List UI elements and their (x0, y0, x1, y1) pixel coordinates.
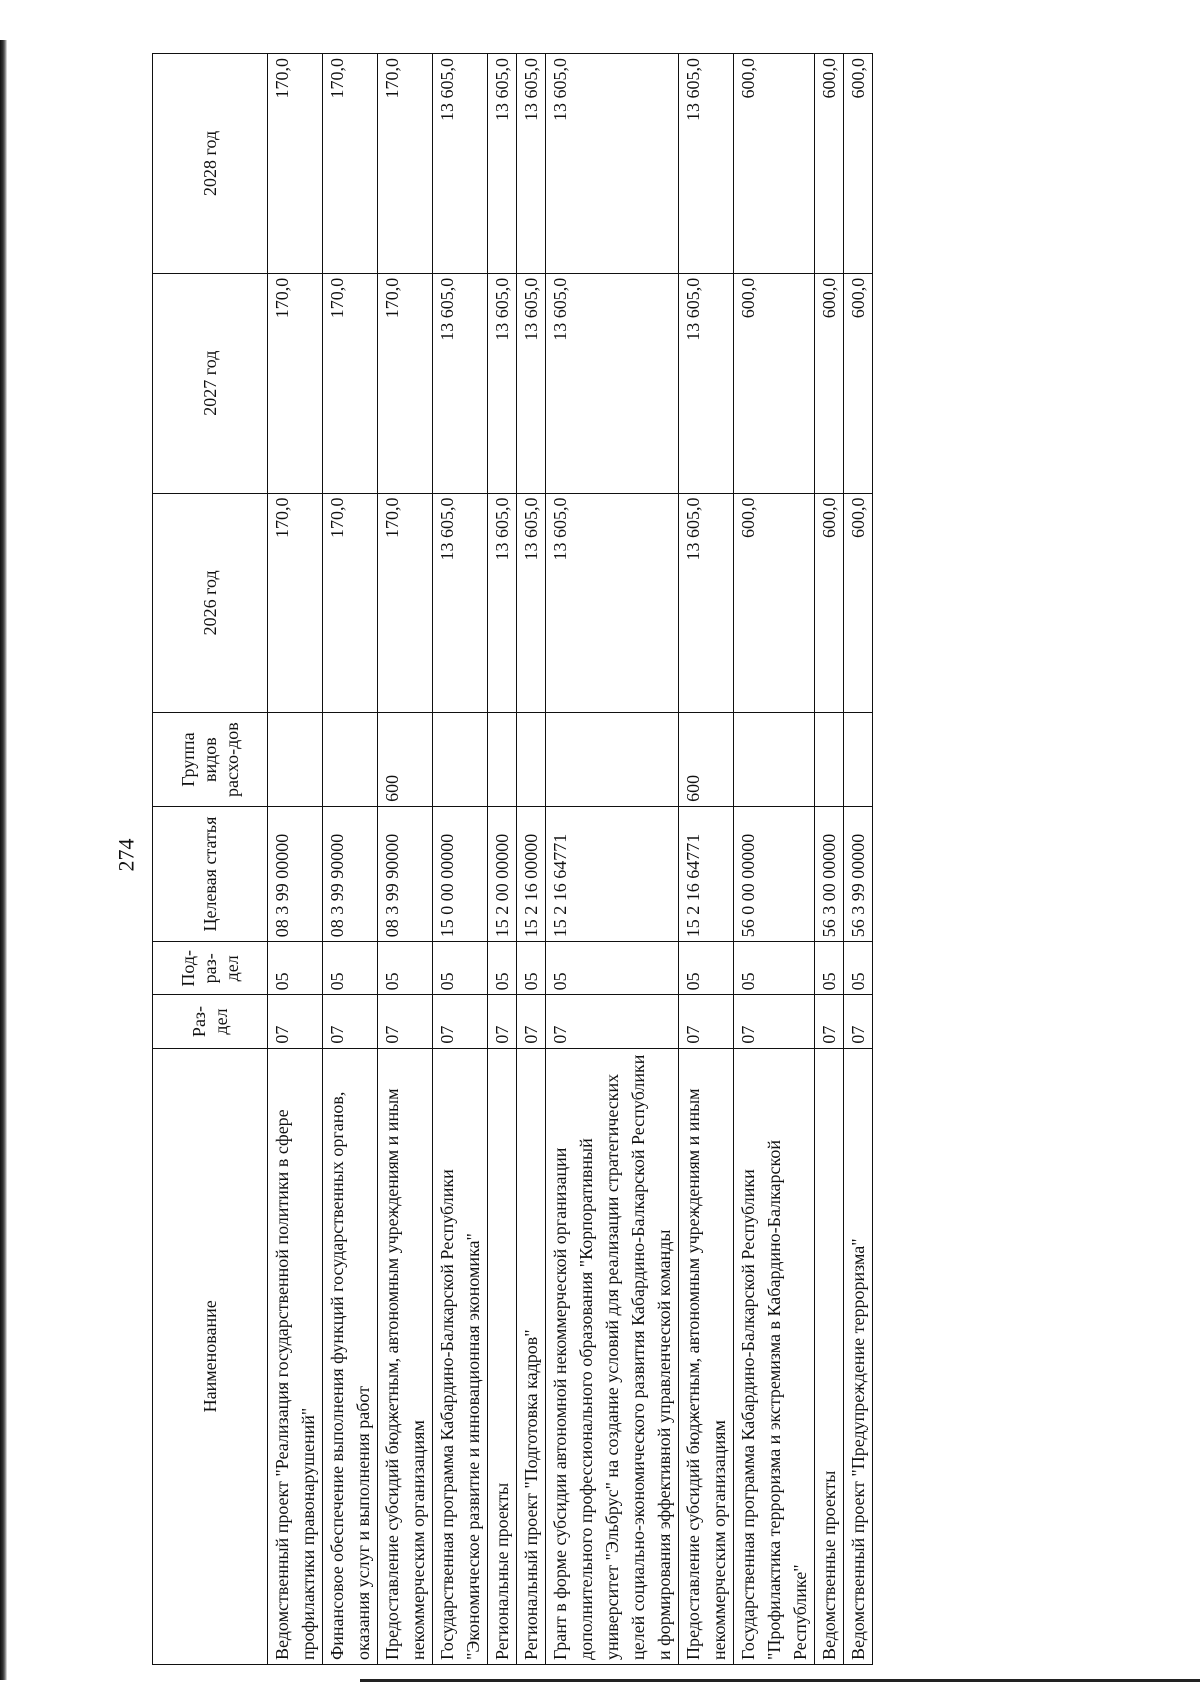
cell-2028: 13 605,0 (546, 54, 679, 274)
cell-csr: 56 3 00 00000 (815, 806, 844, 941)
cell-vr (517, 713, 546, 807)
cell-2028: 600,0 (815, 54, 844, 274)
cell-vr (546, 713, 679, 807)
cell-csr: 08 3 99 90000 (323, 806, 378, 941)
cell-razdel: 07 (844, 995, 873, 1048)
cell-2027: 600,0 (734, 273, 815, 493)
rotated-page (152, 53, 1058, 1665)
cell-podrazdel: 05 (679, 942, 734, 995)
cell-2026: 13 605,0 (546, 493, 679, 713)
cell-name: Грант в форме субсидии автономной некоммерческой организации дополнительного профессионального образования "Корпоративный университет "Эльбрус" на создание условий для реализации стратегических целей социально-экономического развития Кабардино-Балкарской Республики и формирования эффективной управленческой команды (546, 1048, 679, 1664)
cell-razdel: 07 (734, 995, 815, 1048)
budget-table (152, 53, 873, 1665)
page-number: 274 (113, 838, 139, 872)
table-row (815, 54, 844, 1665)
cell-name: Ведомственный проект "Предупреждение терроризма" (844, 1048, 873, 1664)
cell-vr (268, 713, 323, 807)
header-2028: 2028 год (153, 54, 268, 274)
cell-2028: 13 605,0 (433, 54, 488, 274)
cell-razdel: 07 (323, 995, 378, 1048)
scan-edge-left (0, 40, 7, 1680)
cell-2026: 170,0 (378, 493, 433, 713)
header-2026: 2026 год (153, 493, 268, 713)
cell-2026: 13 605,0 (517, 493, 546, 713)
cell-name: Региональные проекты (488, 1048, 517, 1664)
cell-2027: 13 605,0 (517, 273, 546, 493)
cell-2026: 170,0 (323, 493, 378, 713)
header-name: Наименование (153, 1048, 268, 1664)
cell-2027: 13 605,0 (488, 273, 517, 493)
cell-vr (433, 713, 488, 807)
cell-razdel: 07 (815, 995, 844, 1048)
cell-name: Региональный проект "Подготовка кадров" (517, 1048, 546, 1664)
table-row (268, 54, 323, 1665)
cell-2028: 170,0 (268, 54, 323, 274)
cell-vr: 600 (679, 713, 734, 807)
cell-csr: 56 3 99 00000 (844, 806, 873, 941)
cell-podrazdel: 05 (517, 942, 546, 995)
cell-podrazdel: 05 (734, 942, 815, 995)
cell-razdel: 07 (378, 995, 433, 1048)
header-csr: Целевая статья (153, 806, 268, 941)
cell-name: Предоставление субсидий бюджетным, автономным учреждениям и иным некоммерческим организациям (378, 1048, 433, 1664)
cell-2026: 170,0 (268, 493, 323, 713)
header-2027: 2027 год (153, 273, 268, 493)
cell-razdel: 07 (546, 995, 679, 1048)
header-podrazdel: Под-раз-дел (153, 942, 268, 995)
cell-vr: 600 (378, 713, 433, 807)
cell-vr (734, 713, 815, 807)
cell-2028: 170,0 (378, 54, 433, 274)
table-row (844, 54, 873, 1665)
cell-2026: 13 605,0 (488, 493, 517, 713)
table-row (734, 54, 815, 1665)
cell-razdel: 07 (517, 995, 546, 1048)
table-row (517, 54, 546, 1665)
cell-csr: 08 3 99 90000 (378, 806, 433, 941)
cell-razdel: 07 (679, 995, 734, 1048)
cell-2027: 13 605,0 (679, 273, 734, 493)
cell-podrazdel: 05 (323, 942, 378, 995)
cell-podrazdel: 05 (488, 942, 517, 995)
table-row (378, 54, 433, 1665)
table-body (268, 54, 873, 1665)
cell-csr: 15 2 16 64771 (546, 806, 679, 941)
cell-2026: 600,0 (844, 493, 873, 713)
cell-2026: 600,0 (815, 493, 844, 713)
cell-podrazdel: 05 (268, 942, 323, 995)
cell-2026: 13 605,0 (433, 493, 488, 713)
cell-podrazdel: 05 (433, 942, 488, 995)
cell-razdel: 07 (268, 995, 323, 1048)
cell-2028: 13 605,0 (679, 54, 734, 274)
cell-vr (488, 713, 517, 807)
cell-2028: 600,0 (844, 54, 873, 274)
scan-edge-bottom (360, 1679, 1200, 1682)
cell-2028: 600,0 (734, 54, 815, 274)
cell-2026: 600,0 (734, 493, 815, 713)
cell-csr: 15 0 00 00000 (433, 806, 488, 941)
cell-podrazdel: 05 (844, 942, 873, 995)
cell-podrazdel: 05 (815, 942, 844, 995)
table-header (153, 54, 268, 1665)
cell-2028: 13 605,0 (488, 54, 517, 274)
cell-razdel: 07 (488, 995, 517, 1048)
cell-2027: 170,0 (268, 273, 323, 493)
table-row (488, 54, 517, 1665)
cell-2028: 13 605,0 (517, 54, 546, 274)
cell-podrazdel: 05 (546, 942, 679, 995)
cell-2027: 600,0 (844, 273, 873, 493)
cell-name: Ведомственные проекты (815, 1048, 844, 1664)
table-row (546, 54, 679, 1665)
table-row (323, 54, 378, 1665)
table-row (679, 54, 734, 1665)
cell-razdel: 07 (433, 995, 488, 1048)
header-vr: Группа видов расхо-дов (153, 713, 268, 807)
cell-csr: 08 3 99 00000 (268, 806, 323, 941)
cell-2027: 170,0 (378, 273, 433, 493)
cell-2027: 170,0 (323, 273, 378, 493)
cell-vr (323, 713, 378, 807)
cell-2027: 600,0 (815, 273, 844, 493)
cell-2026: 13 605,0 (679, 493, 734, 713)
cell-name: Предоставление субсидий бюджетным, автономным учреждениям и иным некоммерческим организациям (679, 1048, 734, 1664)
cell-2027: 13 605,0 (433, 273, 488, 493)
cell-name: Государственная программа Кабардино-Балкарской Республики "Профилактика терроризма и экстремизма в Кабардино-Балкарской Республике" (734, 1048, 815, 1664)
cell-name: Ведомственный проект "Реализация государственной политики в сфере профилактики правонарушений" (268, 1048, 323, 1664)
cell-vr (815, 713, 844, 807)
cell-csr: 56 0 00 00000 (734, 806, 815, 941)
cell-name: Государственная программа Кабардино-Балкарской Республики "Экономическое развитие и инновационная экономика" (433, 1048, 488, 1664)
cell-csr: 15 2 16 00000 (517, 806, 546, 941)
table-row (433, 54, 488, 1665)
header-razdel: Раз-дел (153, 995, 268, 1048)
cell-csr: 15 2 00 00000 (488, 806, 517, 941)
cell-podrazdel: 05 (378, 942, 433, 995)
cell-vr (844, 713, 873, 807)
cell-name: Финансовое обеспечение выполнения функций государственных органов, оказания услуг и выполнения работ (323, 1048, 378, 1664)
header-row (153, 54, 268, 1665)
cell-2028: 170,0 (323, 54, 378, 274)
cell-csr: 15 2 16 64771 (679, 806, 734, 941)
cell-2027: 13 605,0 (546, 273, 679, 493)
